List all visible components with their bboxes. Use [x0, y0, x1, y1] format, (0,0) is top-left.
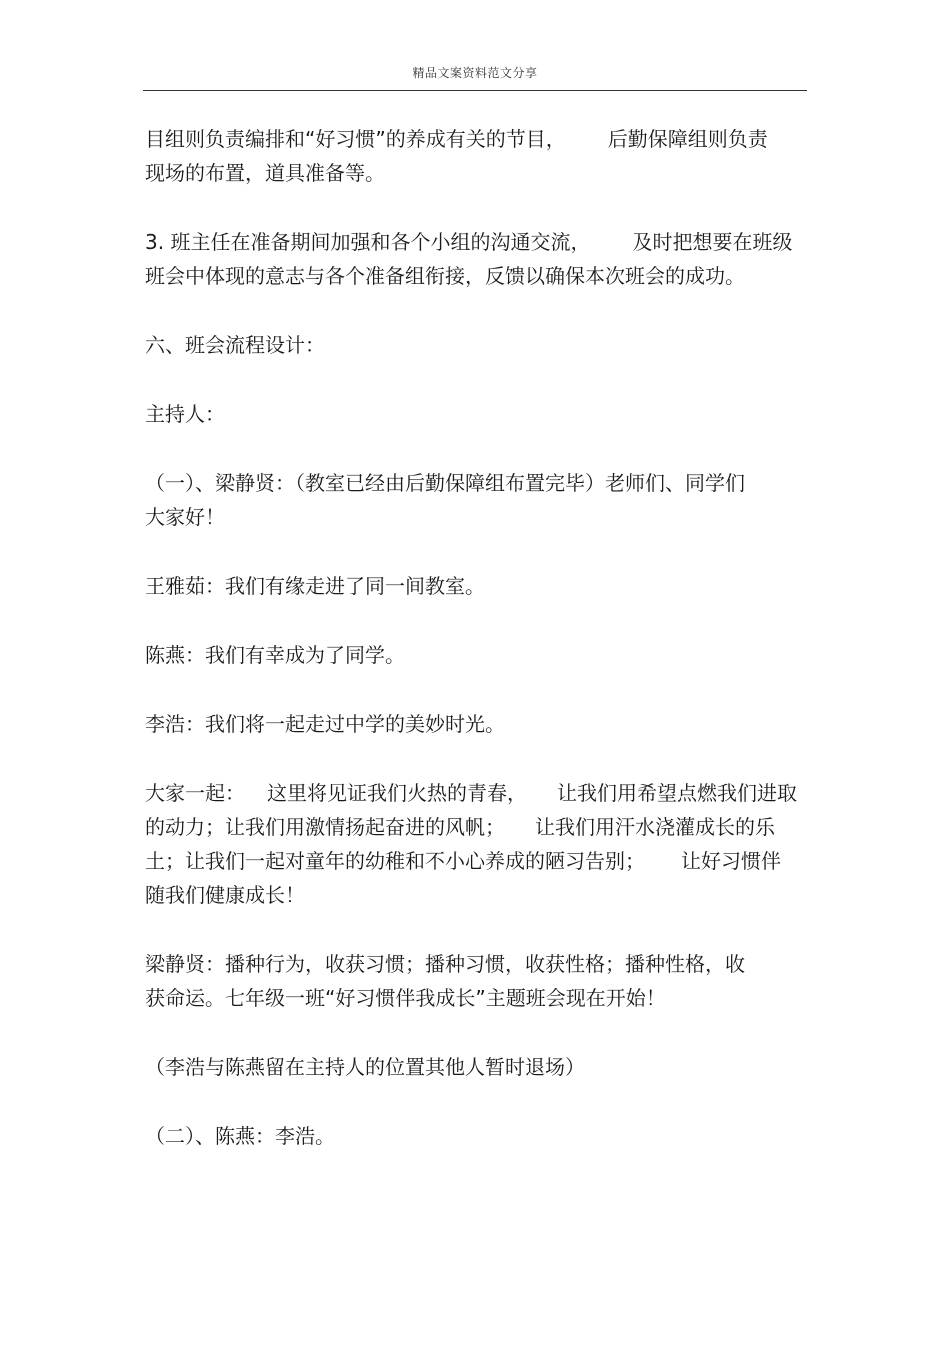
paragraph-line-wang: 王雅茹：我们有缘走进了同一间教室。 — [145, 574, 485, 598]
paragraph-line-chen: 陈燕：我们有幸成为了同学。 — [145, 643, 405, 667]
paragraph-everyone-together — [145, 776, 809, 912]
paragraph-teacher-coordination — [145, 225, 809, 293]
paragraph-text: 获命运。七年级一班“好习惯伴我成长”主题班会现在开始！ — [145, 986, 666, 1010]
paragraph-text: 土；让我们一起对童年的幼稚和不小心养成的陋习告别； — [145, 849, 645, 873]
paragraph-text: 现场的布置，道具准备等。 — [145, 161, 385, 185]
paragraph-text: （一）、梁静贤：（教室已经由后勤保障组布置完毕）老师们、同学们 — [145, 471, 745, 495]
section-heading-flow-design: 六、班会流程设计： — [145, 333, 325, 357]
page-header: 精品文案资料范文分享 — [412, 66, 538, 80]
paragraph-text: 3. 班主任在准备期间加强和各个小组的沟通交流， — [145, 230, 591, 254]
paragraph-line-li: 李浩：我们将一起走过中学的美妙时光。 — [145, 712, 505, 736]
paragraph-text: 班会中体现的意志与各个准备组衔接，反馈以确保本次班会的成功。 — [145, 264, 745, 288]
paragraph-part-two-chen: （二）、陈燕：李浩。 — [145, 1124, 335, 1148]
paragraph-liang-opening-announcement — [145, 947, 809, 1015]
paragraph-text: 随我们健康成长！ — [145, 883, 305, 907]
document-body — [145, 122, 809, 1153]
paragraph-hosts-label: 主持人： — [145, 402, 225, 426]
paragraph-text: 目组则负责编排和“好习惯”的养成有关的节目， — [145, 127, 566, 151]
paragraph-text: 大家好！ — [145, 505, 225, 529]
paragraph-text: 让我们用希望点燃我们进取 — [557, 781, 797, 805]
paragraph-text: 让我们用汗水浇灌成长的乐 — [535, 815, 775, 839]
paragraph-text: 这里将见证我们火热的青春， — [267, 781, 527, 805]
paragraph-opening-liang — [145, 466, 809, 534]
paragraph-text: 大家一起： — [145, 781, 245, 805]
paragraph-text: 梁静贤：播种行为，收获习惯；播种习惯，收获性格；播种性格，收 — [145, 952, 745, 976]
header-divider — [143, 90, 807, 91]
paragraph-text: 及时把想要在班级 — [632, 230, 793, 254]
paragraph-text: 后勤保障组则负责 — [607, 127, 768, 151]
paragraph-text: 的动力；让我们用激情扬起奋进的风帆； — [145, 815, 505, 839]
paragraph-stage-direction: （李浩与陈燕留在主持人的位置其他人暂时退场） — [145, 1055, 585, 1079]
paragraph-text: 让好习惯伴 — [681, 849, 781, 873]
paragraph-preparation-duties — [145, 122, 809, 190]
